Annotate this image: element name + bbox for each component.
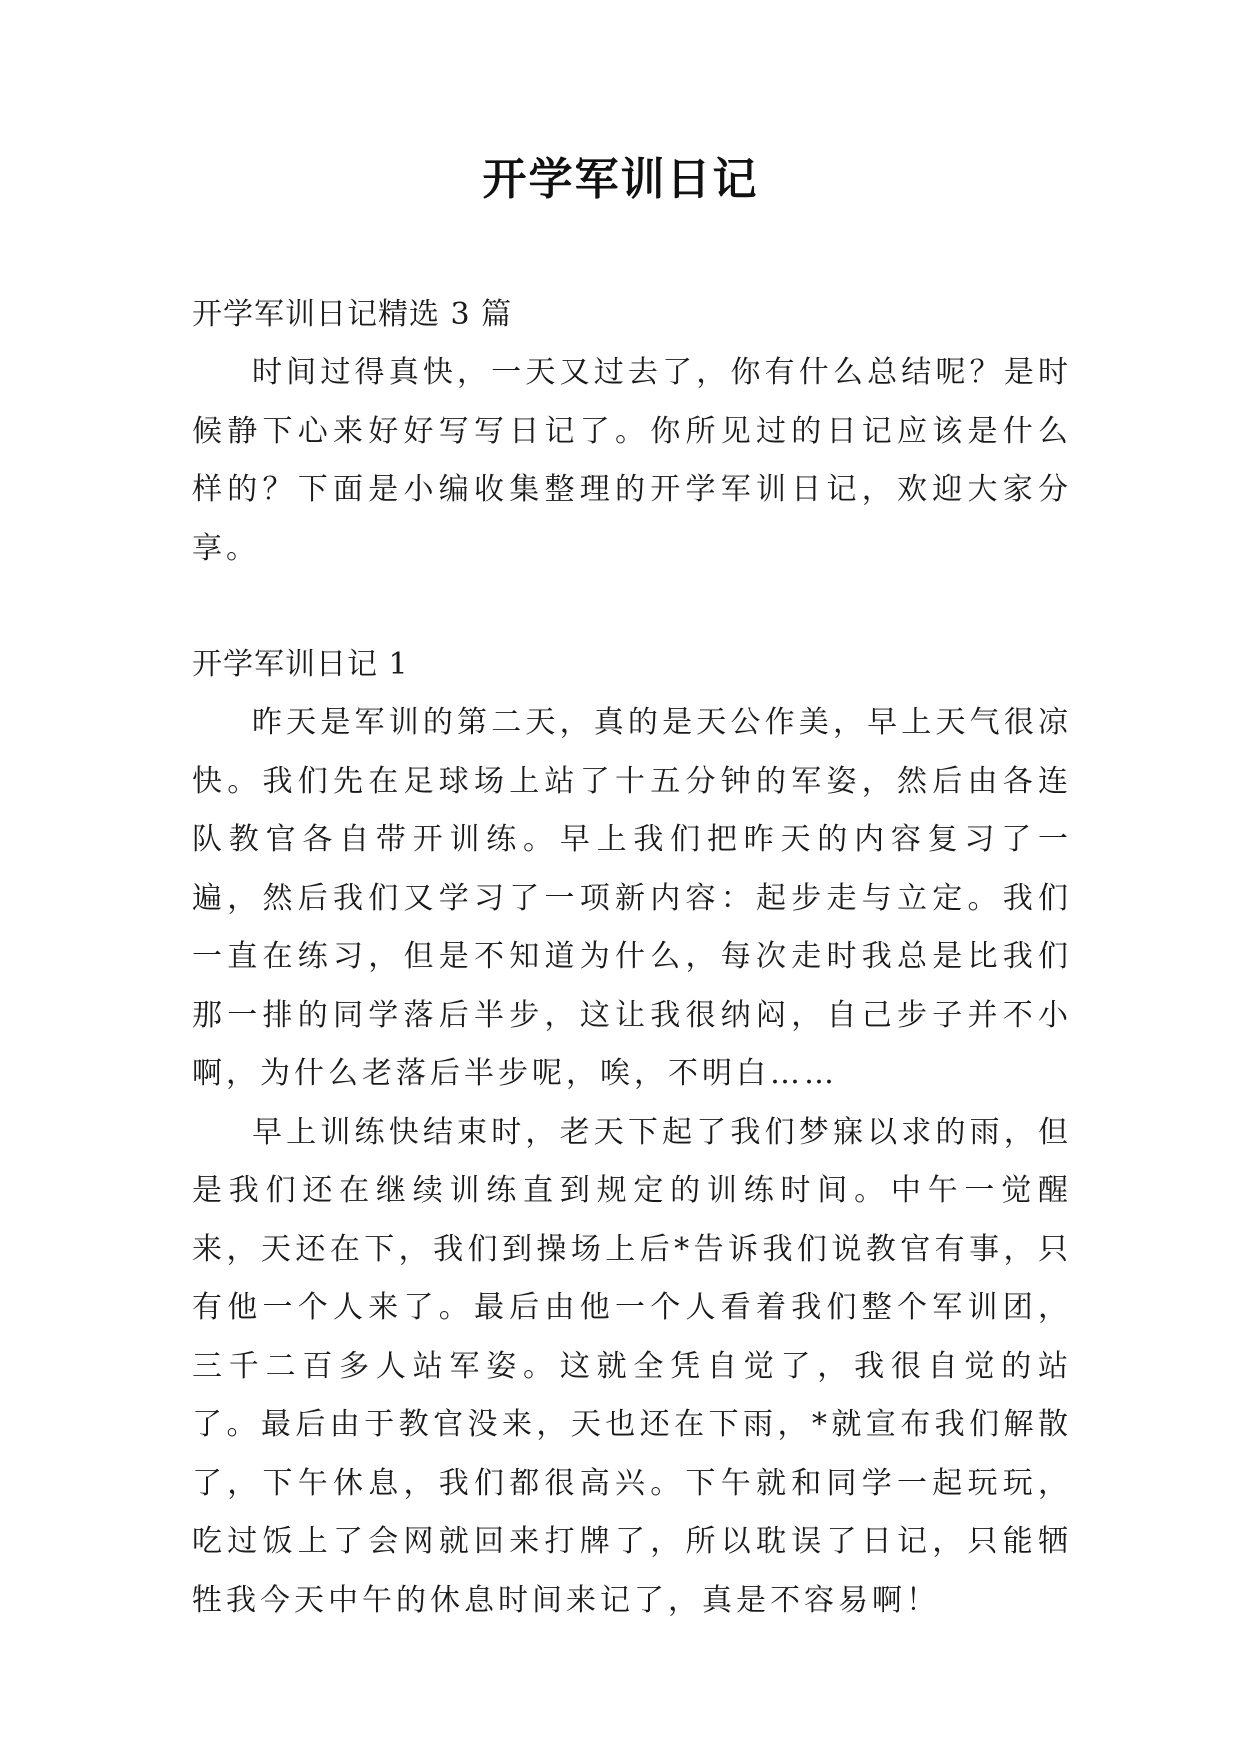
section1-heading: 开学军训日记 1 [192,647,409,682]
section1-paragraph-2: 早上训练快结束时，老天下起了我们梦寐以求的雨，但是我们还在继续训练直到规定的训练时间。中午一觉醒来，天还在下，我们到操场上后*告诉我们说教官有事，只有他一个人来了。最后由他一个人看着我们整个军训团，三千二百多人站军姿。这就全凭自觉了，我很自觉的站了。最后由于教官没来，天也还在下雨，*就宣布我们解散了，下午休息，我们都很高兴。下午就和同学一起玩玩，吃过饭上了会网就回来打牌了，所以耽误了日记，只能牺牲我今天中午的休息时间来记了，真是不容易啊！ [192,1114,1072,1618]
intro-paragraph: 时间过得真快，一天又过去了，你有什么总结呢？是时候静下心来好好写写日记了。你所见过的日记应该是什么样的？下面是小编收集整理的开学军训日记，欢迎大家分享。 [192,355,1072,566]
document-body [192,286,1072,1630]
intro-heading: 开学军训日记精选 3 篇 [192,297,513,332]
section-spacer [192,578,1072,636]
document-title: 开学军训日记 [482,154,759,205]
section1-paragraph-1: 昨天是军训的第二天，真的是天公作美，早上天气很凉快。我们先在足球场上站了十五分钟的军姿，然后由各连队教官各自带开训练。早上我们把昨天的内容复习了一遍，然后我们又学习了一项新内容：起步走与立定。我们一直在练习，但是不知道为什么，每次走时我总是比我们那一排的同学落后半步，这让我很纳闷，自己步子并不小啊，为什么老落后半步呢，唉，不明白…… [192,705,1072,1091]
